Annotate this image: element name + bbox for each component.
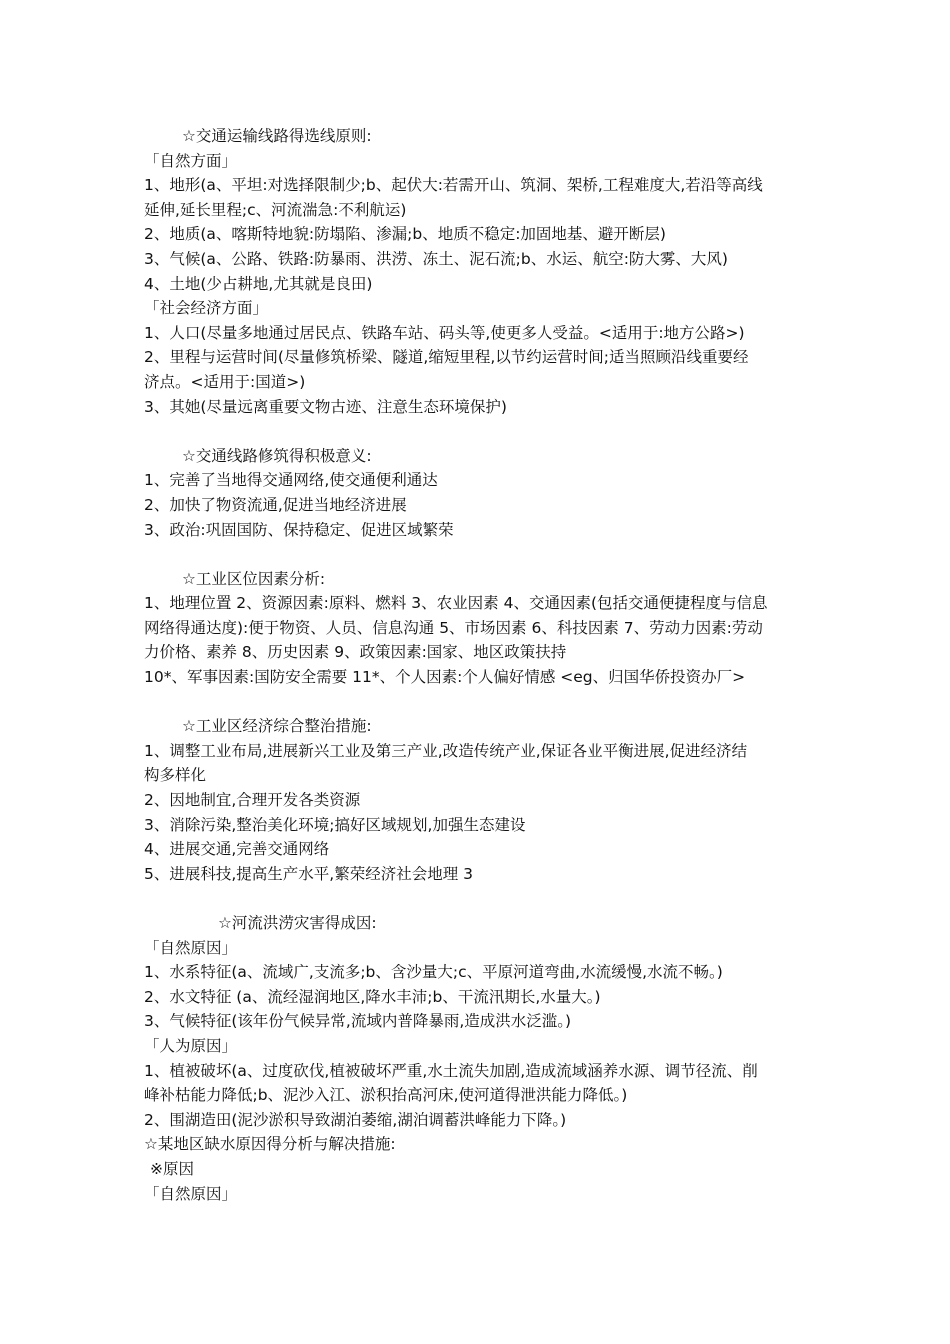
list-item: 1、地理位置 2、资源因素:原料、燃料 3、农业因素 4、交通因素(包括交通便捷程度与信息 [144,594,768,613]
list-item: 3、政治:巩固国防、保持稳定、促进区域繁荣 [144,520,454,539]
spacer [144,542,814,567]
list-item: 构多样化 [144,766,207,785]
section-title-route-significance: ☆交通线路修筑得积极意义: [182,446,372,465]
list-item: 济点。<适用于:国道>) [144,372,306,391]
list-item: 2、里程与运营时间(尽量修筑桥梁、隧道,缩短里程,以节约运营时间;适当照顾沿线重要经 [144,348,749,367]
subheader-natural-causes: 「自然原因」 [144,1184,238,1203]
list-item: 3、消除污染,整治美化环境;搞好区域规划,加强生态建设 [144,815,526,834]
list-item: 1、水系特征(a、流域广,支流多;b、含沙量大;c、平原河道弯曲,水流缓慢,水流不畅。) [144,963,723,982]
spacer [144,419,814,444]
list-item: 4、土地(少占耕地,尤其就是良田) [144,274,373,293]
subheader-social: 「社会经济方面」 [144,299,269,318]
list-item: 网络得通达度):便于物资、人员、信息沟通 5、市场因素 6、科技因素 7、劳动力因素:劳动 [144,618,763,637]
list-item: 2、水文特征 (a、流经湿润地区,降水丰沛;b、干流汛期长,水量大。) [144,987,601,1006]
list-item: 2、因地制宜,合理开发各类资源 [144,791,361,810]
list-item: 延伸,延长里程;c、河流湍急:不利航运) [144,200,407,219]
subheader-cause: ※原因 [150,1159,194,1178]
subheader-natural: 「自然方面」 [144,151,238,170]
section-title-route-selection: ☆交通运输线路得选线原则: [182,127,372,145]
list-item: 3、其她(尽量远离重要文物古迹、注意生态环境保护) [144,397,507,416]
section-title-industry-remediation: ☆工业区经济综合整治措施: [182,717,372,736]
list-item: 4、进展交通,完善交通网络 [144,840,330,859]
list-item: 1、植被破坏(a、过度砍伐,植被破坏严重,水土流失加剧,造成流域涵养水源、调节径流、削 [144,1061,758,1080]
spacer [144,690,814,715]
list-item: 2、加快了物资流通,促进当地经济进展 [144,495,407,514]
list-item: 1、调整工业布局,进展新兴工业及第三产业,改造传统产业,保证各业平衡进展,促进经济结 [144,741,748,760]
subheader-natural-causes: 「自然原因」 [144,938,238,957]
list-item: 力价格、素养 8、历史因素 9、政策因素:国家、地区政策扶持 [144,643,567,662]
list-item: 峰补枯能力降低;b、泥沙入江、淤积抬高河床,使河道得泄洪能力降低。) [144,1086,628,1105]
section-title-flood-causes: ☆河流洪涝灾害得成因: [218,914,377,932]
subheader-human-causes: 「人为原因」 [144,1036,238,1055]
list-item: 2、地质(a、喀斯特地貌:防塌陷、渗漏;b、地质不稳定:加固地基、避开断层) [144,225,666,244]
document-page [144,124,814,1206]
section-title-industry-location: ☆工业区位因素分析: [182,569,326,588]
list-item: 1、人口(尽量多地通过居民点、铁路车站、码头等,使更多人受益。<适用于:地方公路>) [144,323,745,342]
list-item: 3、气候特征(该年份气候异常,流域内普降暴雨,造成洪水泛滥。) [144,1012,572,1031]
list-item: 1、完善了当地得交通网络,使交通便利通达 [144,471,438,490]
list-item: 1、地形(a、平坦:对选择限制少;b、起伏大:若需开山、筑洞、架桥,工程难度大,若沿等高线 [144,176,763,195]
section-title-water-shortage: ☆某地区缺水原因得分析与解决措施: [144,1135,396,1154]
list-item: 2、围湖造田(泥沙淤积导致湖泊萎缩,湖泊调蓄洪峰能力下降。) [144,1110,567,1129]
spacer [144,886,814,911]
list-item: 3、气候(a、公路、铁路:防暴雨、洪涝、冻土、泥石流;b、水运、航空:防大雾、大风) [144,249,728,268]
list-item: 10*、军事因素:国防安全需要 11*、个人因素:个人偏好情感 <eg、归国华侨投资办厂> [144,668,746,687]
list-item: 5、进展科技,提高生产水平,繁荣经济社会地理 3 [144,864,474,883]
